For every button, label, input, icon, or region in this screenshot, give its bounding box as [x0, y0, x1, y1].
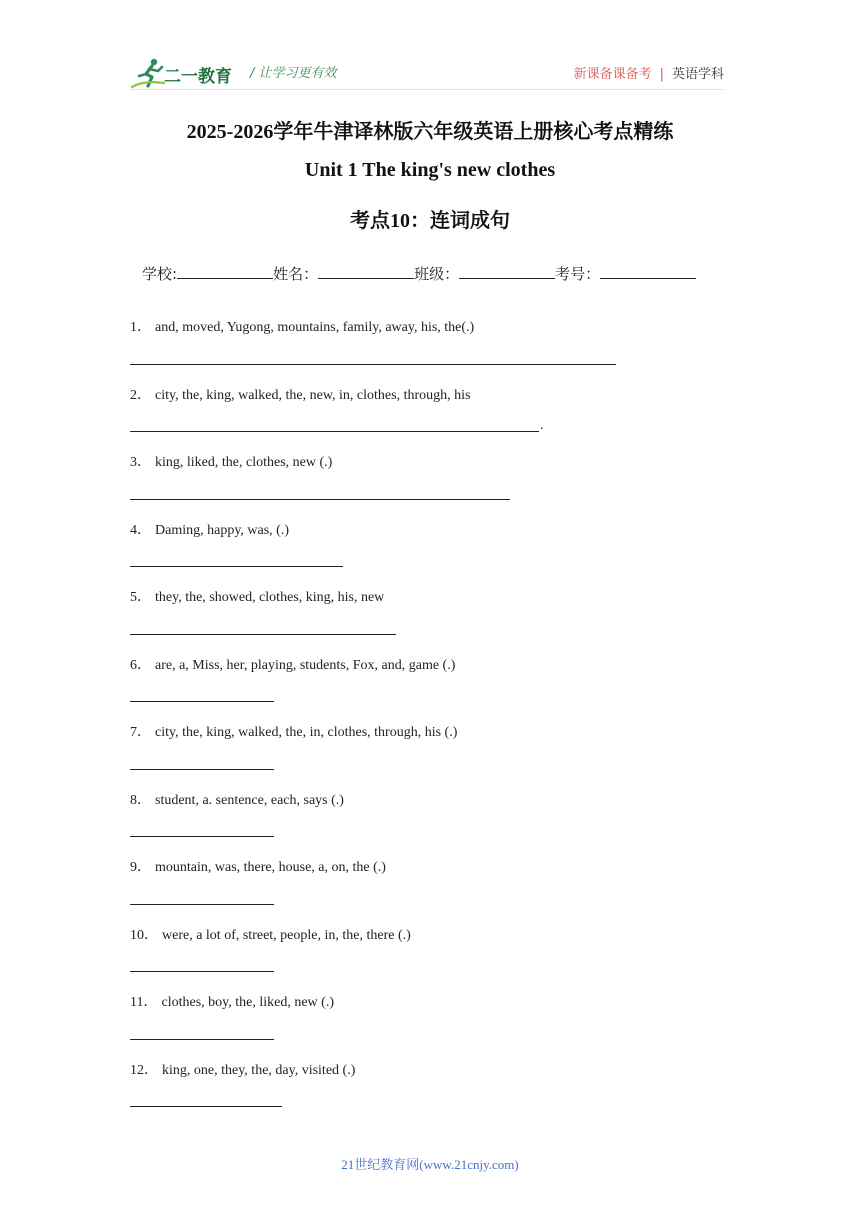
subject-label: 英语学科 — [671, 67, 724, 82]
student-info-row — [142, 263, 722, 284]
answer-line[interactable] — [130, 701, 274, 702]
question-2 — [130, 384, 470, 404]
answer-line[interactable] — [130, 836, 274, 837]
question-text: are, a, Miss, her, playing, students, Fox, and, game (.) — [155, 658, 456, 673]
question-text: city, the, king, walked, the, in, clothes, through, his (.) — [155, 725, 458, 740]
slogan: / 让学习更有效 — [250, 66, 337, 81]
question-6 — [130, 654, 455, 674]
question-text: student, a. sentence, each, says (.) — [155, 793, 344, 808]
question-number: 2． — [130, 388, 151, 403]
class-label: 班级： — [414, 265, 460, 283]
question-number: 5． — [130, 590, 151, 605]
logo — [130, 56, 250, 90]
name-label: 姓名： — [273, 265, 319, 283]
logo-text: 二一教育 — [164, 67, 232, 87]
document-title: 2025-2026学年牛津译林版六年级英语上册核心考点精练 — [186, 121, 674, 143]
answer-line[interactable] — [130, 431, 539, 432]
question-12 — [130, 1059, 355, 1079]
topic-title: 考点10：连词成句 — [350, 210, 510, 232]
question-number: 3． — [130, 455, 151, 470]
answer-line[interactable] — [130, 499, 510, 500]
answer-line[interactable] — [130, 566, 343, 567]
subject-tag — [574, 63, 724, 82]
unit-title: Unit 1 The king's new clothes — [304, 159, 556, 181]
question-number: 4． — [130, 523, 151, 538]
question-text: city, the, king, walked, the, new, in, clothes, through, his — [155, 388, 471, 403]
question-11 — [130, 991, 334, 1011]
question-text: and, moved, Yugong, mountains, family, away, his, the(.) — [155, 320, 475, 335]
number-label: 考号： — [555, 265, 601, 283]
question-number: 10． — [130, 928, 158, 943]
question-number: 6． — [130, 658, 151, 673]
question-number: 8． — [130, 793, 151, 808]
answer-line[interactable] — [130, 1106, 282, 1107]
name-blank[interactable] — [318, 264, 414, 279]
question-8 — [130, 789, 344, 809]
number-blank[interactable] — [600, 264, 696, 279]
answer-line[interactable] — [130, 769, 274, 770]
question-number: 11． — [130, 995, 158, 1010]
question-9 — [130, 856, 386, 876]
question-text: king, liked, the, clothes, new (.) — [155, 455, 333, 470]
school-label: 学校: — [142, 265, 178, 283]
question-text: Daming, happy, was, (.) — [155, 523, 290, 538]
question-text: mountain, was, there, house, a, on, the (.) — [155, 860, 386, 875]
question-10 — [130, 924, 411, 944]
question-7 — [130, 721, 457, 741]
header-divider — [130, 89, 724, 90]
question-text: they, the, showed, clothes, king, his, new — [155, 590, 385, 605]
question-text: king, one, they, the, day, visited (.) — [162, 1063, 356, 1078]
course-tag: 新课备课备考 — [573, 67, 652, 82]
question-5 — [130, 586, 384, 606]
runner-logo-icon — [130, 56, 168, 90]
answer-line[interactable] — [130, 971, 274, 972]
page-header — [130, 56, 724, 92]
tag-separator: | — [659, 67, 664, 82]
answer-period: . — [540, 418, 544, 433]
question-1 — [130, 316, 474, 336]
question-text: clothes, boy, the, liked, new (.) — [161, 995, 334, 1010]
answer-line[interactable] — [130, 1039, 274, 1040]
school-blank[interactable] — [177, 264, 273, 279]
question-number: 9． — [130, 860, 151, 875]
answer-line[interactable] — [130, 634, 396, 635]
question-number: 7． — [130, 725, 151, 740]
class-blank[interactable] — [459, 264, 555, 279]
question-number: 12． — [130, 1063, 158, 1078]
question-text: were, a lot of, street, people, in, the, there (.) — [162, 928, 411, 943]
question-4 — [130, 519, 289, 539]
answer-line[interactable] — [130, 364, 616, 365]
answer-line[interactable] — [130, 904, 274, 905]
question-number: 1． — [130, 320, 151, 335]
question-3 — [130, 451, 332, 471]
page-footer: 21世纪教育网(www.21cnjy.com) — [341, 1157, 519, 1172]
